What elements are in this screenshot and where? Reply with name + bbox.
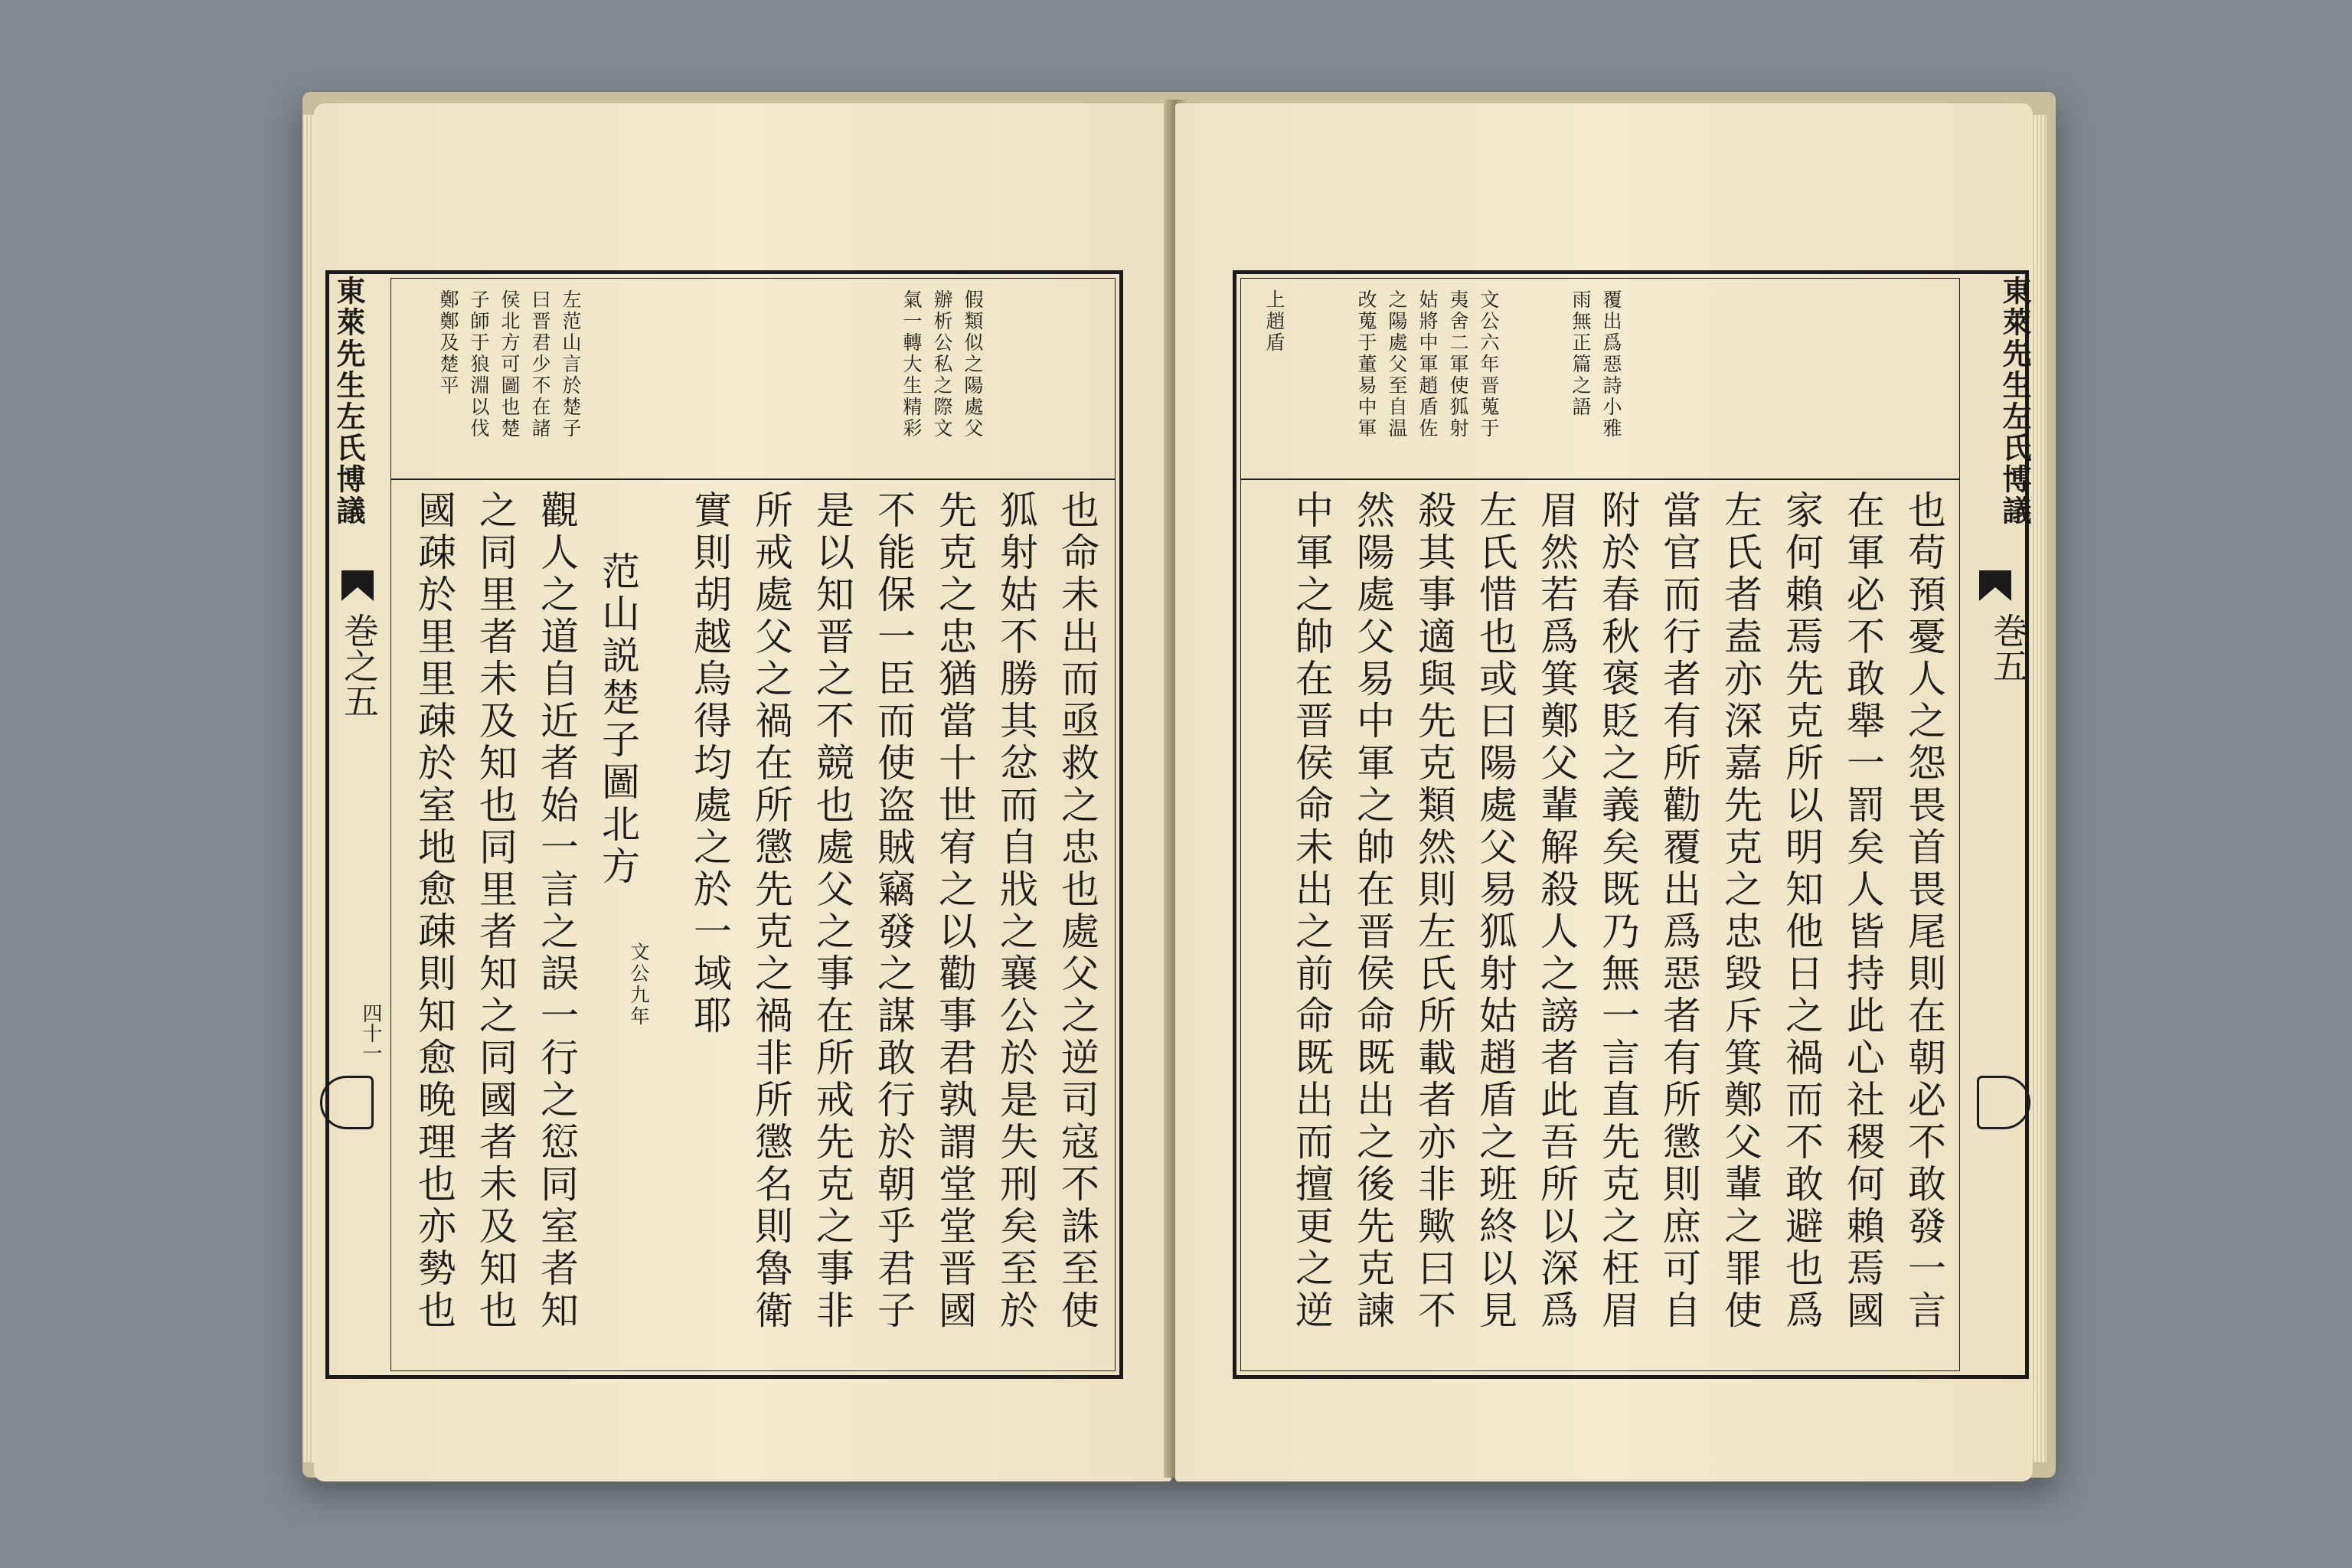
right-col-8: 左氏惜也或曰陽處父易狐射姑趙盾之班終以見 [1473, 490, 1517, 1332]
left-col-2: 狐射姑不勝其忿而自戕之襄公於是失刑矣至於 [994, 490, 1038, 1332]
right-col-10: 然陽處父易中軍之帥在晋侯命既出之後先克諫 [1351, 490, 1395, 1332]
left-col-1: 也命未出而亟救之忠也處父之逆司寇不誅至使 [1055, 490, 1099, 1332]
right-note-6: 之陽處父至自温 [1386, 289, 1408, 439]
left-col-4: 不能保一臣而使盗賊竊發之謀敢行於朝乎君子 [871, 490, 916, 1332]
right-col-9: 殺其事適與先克類然則左氏所載者亦非歟曰不 [1412, 490, 1456, 1332]
right-note-5: 姑將中軍趙盾佐 [1416, 289, 1439, 439]
right-col-7: 眉然若爲箕鄭父輩解殺人之謗者此吾所以深爲 [1534, 490, 1579, 1332]
left-col-8-subheading: 范山説楚子圖北方 [596, 551, 640, 888]
right-col-2: 在軍必不敢舉一罰矣人皆持此心社稷何賴焉國 [1841, 490, 1885, 1332]
left-note-7: 子師于狼淵以伐 [468, 289, 490, 439]
left-col-11: 國疎於里里疎於室地愈疎則知愈晚理也亦勢也 [412, 490, 456, 1332]
right-col-1: 也苟預憂人之怨畏首畏尾則在朝必不敢發一言 [1902, 490, 1946, 1332]
left-note-8: 鄭鄭及楚平 [437, 289, 459, 397]
right-tab-mark [1977, 1076, 2030, 1129]
left-note-4: 左范山言於楚子 [560, 289, 582, 439]
right-spine-volume: 巻五 [1988, 612, 2029, 683]
left-spine-title: 東萊先生左氏博議 [332, 276, 366, 527]
left-col-6: 所戒處父之禍在所懲先克之禍非所懲名則魯衛 [749, 490, 793, 1332]
left-col-7: 實則胡越烏得均處之於一域耶 [688, 490, 732, 1037]
right-col-6: 附於春秋褒貶之義矣既乃無一言直先克之枉眉 [1596, 490, 1640, 1332]
right-header-divider [1240, 479, 1960, 480]
left-note-6: 侯北方可圖也楚 [498, 289, 521, 439]
left-note-5: 曰晋君少不在諸 [529, 289, 551, 439]
left-col-5: 是以知晋之不競也處父之事在所戒先克之事非 [810, 490, 854, 1332]
right-col-5: 當官而行者有所勸覆出爲惡者有所懲則庶可自 [1657, 490, 1701, 1332]
right-spine-title: 東萊先生左氏博議 [1998, 276, 2032, 527]
right-note-8: 上趙盾 [1263, 289, 1285, 354]
right-note-4: 夷舍二軍使狐射 [1447, 289, 1469, 439]
right-note-3: 文公六年晋蒐于 [1478, 289, 1500, 439]
left-folio-number: 四十一 [359, 1003, 382, 1063]
right-note-7: 改蒐于董易中軍 [1355, 289, 1377, 439]
right-note-1: 覆出爲惡詩小雅 [1600, 289, 1622, 439]
right-note-2: 雨無正篇之語 [1570, 289, 1592, 418]
left-col-3: 先克之忠猶當十世宥之以勸事君孰謂堂堂晋國 [933, 490, 977, 1332]
left-tab-mark [320, 1076, 374, 1129]
right-col-4: 左氏者盍亦深嘉先克之忠毀斥箕鄭父輩之罪使 [1718, 490, 1762, 1332]
left-note-2: 辦析公私之際文 [931, 289, 953, 439]
left-col-9: 觀人之道自近者始一言之誤一行之愆同室者知 [534, 490, 579, 1332]
left-header-divider [390, 479, 1116, 480]
left-date-note: 文公九年 [628, 942, 650, 1027]
left-note-1: 假類似之陽處父 [962, 289, 984, 439]
right-col-3: 家何賴焉先克所以明知他日之禍而不敢避也爲 [1779, 490, 1824, 1332]
left-spine-volume: 巻之五 [338, 612, 380, 718]
left-col-10: 之同里者未及知也同里者知之同國者未及知也 [473, 490, 518, 1332]
right-col-11: 中軍之帥在晋侯命未出之前命既出而擅更之逆 [1289, 490, 1334, 1332]
left-note-3: 氣一轉大生精彩 [900, 289, 923, 439]
